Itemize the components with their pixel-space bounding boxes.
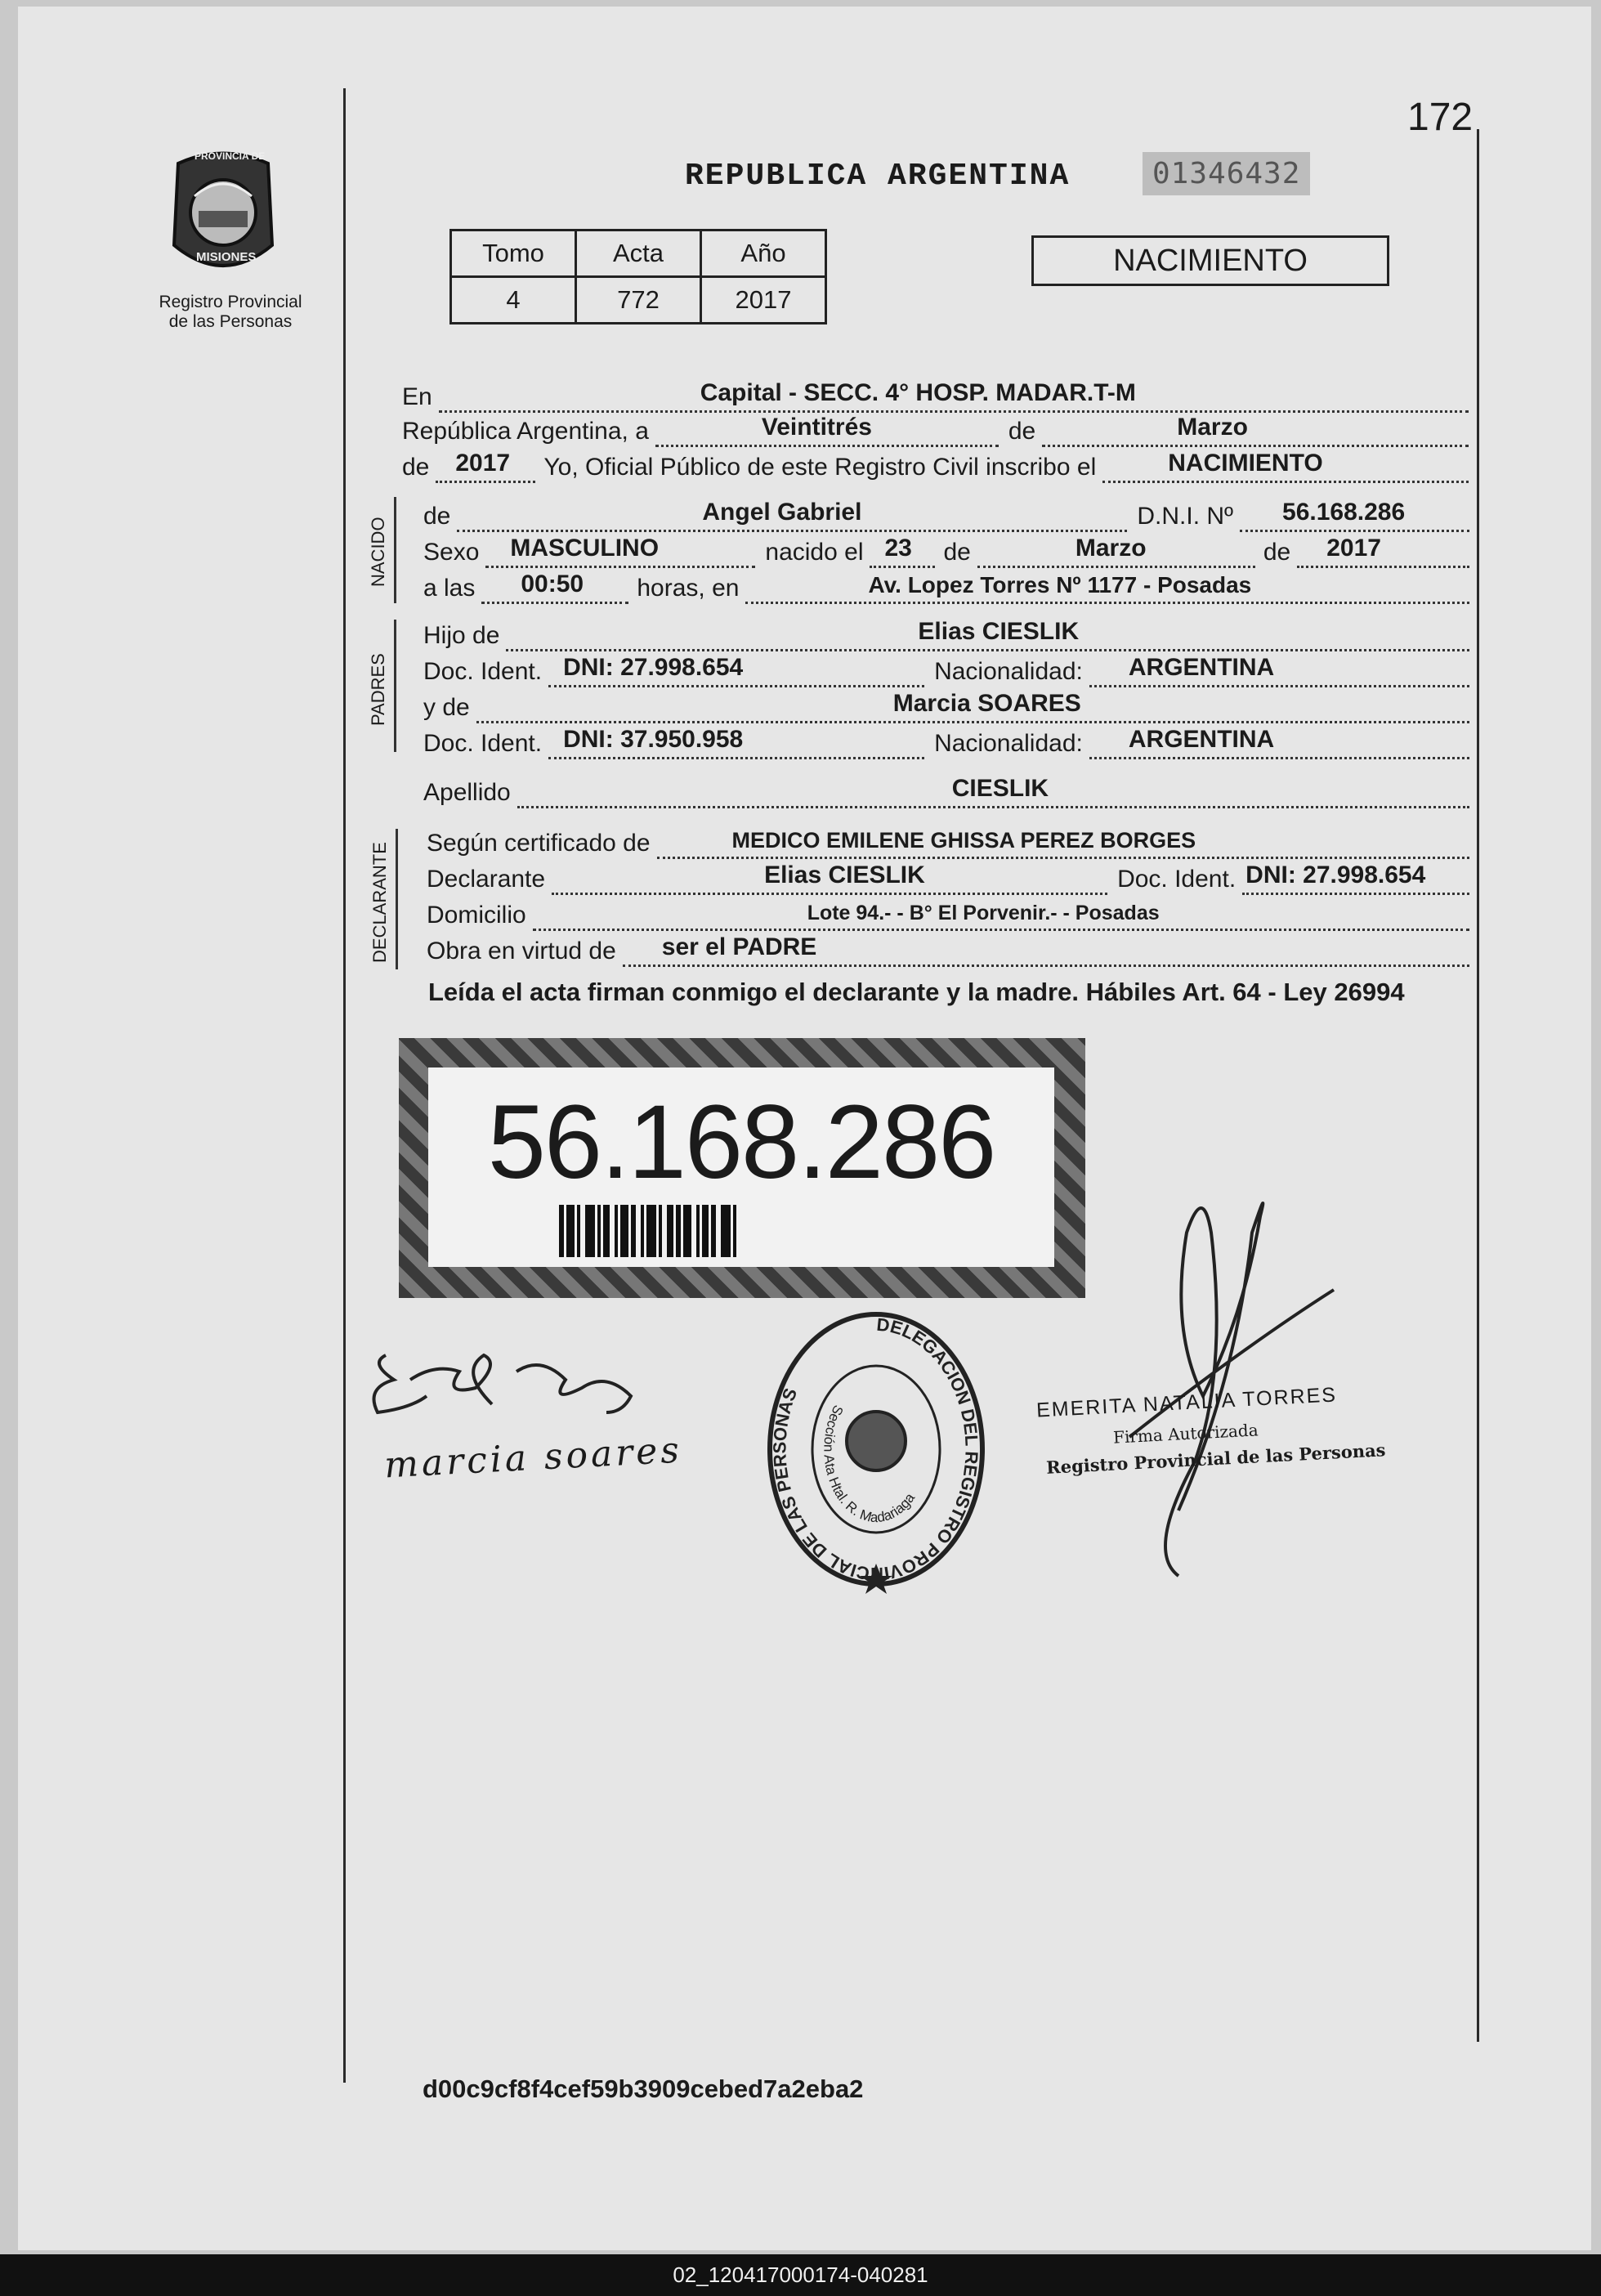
row-y-de (423, 690, 1469, 723)
row-fecha (402, 414, 1469, 447)
padre-nac-field (1089, 654, 1469, 687)
padre-nac-label: Nacionalidad: (934, 658, 1083, 685)
stamp-inner-text: Sección Ata Htal. R. Madariaga (821, 1403, 919, 1526)
acta-type: NACIMIENTO (1113, 243, 1308, 278)
a-las-label: a las (423, 575, 476, 602)
document-hash: d00c9cf8f4cef59b3909cebed7a2eba2 (423, 2074, 864, 2103)
closing-text: Leída el acta firman conmigo el declarante y la madre. Hábiles Art. 64 - Ley 26994 (428, 978, 1405, 1006)
sexo-value: MASCULINO (510, 535, 660, 562)
anio-field (436, 450, 535, 483)
madre-doc-label: Doc. Ident. (423, 730, 543, 757)
nac-de-label: de (943, 539, 971, 566)
madre-nac-value: ARGENTINA (1128, 726, 1275, 753)
certificado-field (657, 829, 1469, 859)
madre-signature: marcia soares (382, 1429, 683, 1487)
dia-field (655, 414, 999, 447)
horas-en-label: horas, en (637, 575, 740, 602)
declarante-bar (396, 829, 398, 969)
domicilio-field (533, 901, 1469, 931)
official-signature (1080, 1167, 1375, 1592)
republica-label: República Argentina, a (402, 418, 649, 445)
inscribo-value: NACIMIENTO (1168, 450, 1323, 477)
certificado-label: Según certificado de (427, 830, 651, 857)
barcode-number: 56.168.286 (487, 1084, 995, 1201)
document-sheet (18, 7, 1591, 2250)
declarante-doc-field (1242, 862, 1469, 895)
nacido-el-label: nacido el (765, 539, 864, 566)
mes-field (1042, 414, 1469, 447)
nac-de3-label: de (1263, 539, 1291, 566)
delegacion-stamp (754, 1298, 999, 1600)
domicilio-value: Lote 94.- - B° El Porvenir.- - Posadas (807, 902, 1160, 924)
provincia-seal-icon (162, 147, 284, 286)
stamp-seal-icon (754, 1298, 999, 1600)
row-apellido (423, 775, 1469, 808)
anio-nac-value: 2017 (1326, 535, 1381, 562)
anio-value: 2017 (701, 277, 826, 324)
lugar-value: Av. Lopez Torres Nº 1177 - Posadas (868, 572, 1252, 597)
barcode-bars (559, 1205, 919, 1257)
declarante-label: Declarante (427, 866, 546, 893)
registry-logo (162, 147, 284, 286)
de2-label: de (402, 454, 430, 481)
sexo-label: Sexo (423, 539, 480, 566)
dni-label: D.N.I. Nº (1137, 503, 1234, 530)
en-field (439, 379, 1469, 413)
padre-doc-field (548, 654, 924, 687)
de-label: de (1008, 418, 1036, 445)
row-certificado (427, 829, 1469, 859)
anio-value-acta: 2017 (455, 450, 511, 477)
logo-top-text: PROVINCIA DE (195, 150, 266, 162)
official-office: Registro Provincial de las Personas (1045, 1439, 1386, 1478)
hora-field (481, 571, 628, 604)
apellido-label: Apellido (423, 779, 511, 806)
declarante-section-label: DECLARANTE (369, 842, 390, 963)
lugar-field (745, 574, 1469, 604)
serial-number: 01346432 (1143, 152, 1310, 195)
padre-field (506, 618, 1469, 651)
barcode-bar (646, 1205, 656, 1257)
row-nacido-sexo (423, 535, 1469, 568)
barcode-sticker (399, 1038, 1085, 1298)
nombre-value: Angel Gabriel (702, 499, 862, 526)
certificado-value: MEDICO EMILENE GHISSA PEREZ BORGES (731, 828, 1196, 853)
acta-type-box (1031, 235, 1389, 286)
oficial-text: Yo, Oficial Público de este Registro Civil inscribo el (543, 454, 1097, 481)
nacido-de-label: de (423, 503, 451, 530)
logo-bottom-text: MISIONES (196, 250, 257, 264)
padres-section-label: PADRES (368, 653, 388, 726)
padres-bar (394, 620, 396, 752)
dni-value: 56.168.286 (1282, 499, 1406, 526)
row-nacido-hora (423, 571, 1469, 604)
registry-label: Registro Provincial de las Personas (159, 293, 302, 331)
row-madre-doc (423, 726, 1469, 759)
hora-value: 00:50 (521, 571, 584, 597)
obra-label: Obra en virtud de (427, 938, 616, 964)
declarante-signature (361, 1331, 672, 1429)
domicilio-label: Domicilio (427, 902, 526, 929)
nacido-bar (394, 497, 396, 603)
anio-header: Año (701, 230, 826, 277)
barcode-bar (603, 1205, 610, 1257)
barcode-bar (736, 1205, 739, 1257)
nombre-field (457, 499, 1127, 532)
barcode-bar (667, 1205, 673, 1257)
barcode-panel (428, 1067, 1054, 1267)
barcode-bar (620, 1205, 628, 1257)
dia-nac-field (870, 535, 935, 568)
nacido-section-label: NACIDO (368, 517, 388, 587)
document-title: REPUBLICA ARGENTINA (685, 159, 1071, 194)
madre-doc-field (548, 726, 924, 759)
mes-value: Marzo (1177, 414, 1248, 441)
tomo-acta-anio-table (449, 229, 827, 324)
dni-field (1240, 499, 1469, 532)
barcode-bar (566, 1205, 575, 1257)
official-name: EMERITA NATALIA TORRES (1035, 1383, 1338, 1422)
right-margin-line (1477, 129, 1479, 2042)
row-nacido-nombre (423, 499, 1469, 532)
madre-nac-field (1089, 726, 1469, 759)
y-de-label: y de (423, 694, 470, 721)
obra-field (623, 933, 1469, 967)
hijo-de-label: Hijo de (423, 622, 500, 649)
dia-value: Veintitrés (761, 414, 872, 441)
madre-field (476, 690, 1469, 723)
acta-header: Acta (576, 230, 701, 277)
tomo-header: Tomo (451, 230, 576, 277)
declarante-field (552, 862, 1107, 895)
row-padre-doc (423, 654, 1469, 687)
apellido-value: CIESLIK (951, 775, 1049, 802)
dia-nac-value: 23 (884, 535, 912, 562)
mes-nac-value: Marzo (1075, 535, 1147, 562)
acta-value: 772 (576, 277, 701, 324)
page-number: 172 (1407, 96, 1474, 139)
apellido-field (517, 775, 1469, 808)
padre-doc-value: DNI: 27.998.654 (563, 654, 744, 681)
row-declarante (427, 862, 1469, 895)
mes-nac-field (977, 535, 1255, 568)
declarante-value: Elias CIESLIK (764, 862, 925, 888)
en-value: Capital - SECC. 4° HOSP. MADAR.T-M (700, 379, 1136, 406)
padre-nac-value: ARGENTINA (1128, 654, 1275, 681)
barcode-bar (683, 1205, 691, 1257)
anio-nac-field (1297, 535, 1469, 568)
scan-id-bar (0, 2254, 1601, 2296)
madre-doc-value: DNI: 37.950.958 (563, 726, 744, 753)
obra-value: ser el PADRE (661, 933, 817, 960)
padre-doc-label: Doc. Ident. (423, 658, 543, 685)
barcode-bar (585, 1205, 595, 1257)
row-obra (427, 933, 1469, 967)
en-label: En (402, 383, 432, 410)
official-role: Firma Autorizada (1112, 1420, 1259, 1448)
scan-id: 02_120417000174-040281 (673, 2262, 928, 2287)
declarante-doc-value: DNI: 27.998.654 (1245, 862, 1426, 888)
barcode-bar (721, 1205, 731, 1257)
inscribo-field (1102, 450, 1469, 483)
row-hijo-de (423, 618, 1469, 651)
stamp-outer-text: DELEGACION DEL REGISTRO PROVINCIAL DE LAS PERSONAS (769, 1314, 982, 1585)
row-domicilio (427, 901, 1469, 931)
tomo-value: 4 (451, 277, 576, 324)
row-oficial (402, 450, 1469, 483)
sexo-field (485, 535, 755, 568)
padre-value: Elias CIESLIK (918, 618, 1080, 645)
row-en (402, 379, 1469, 413)
madre-nac-label: Nacionalidad: (934, 730, 1083, 757)
barcode-bar (702, 1205, 709, 1257)
left-margin-line (343, 88, 346, 2083)
declarante-doc-label: Doc. Ident. (1117, 866, 1237, 893)
madre-value: Marcia SOARES (892, 690, 1081, 717)
